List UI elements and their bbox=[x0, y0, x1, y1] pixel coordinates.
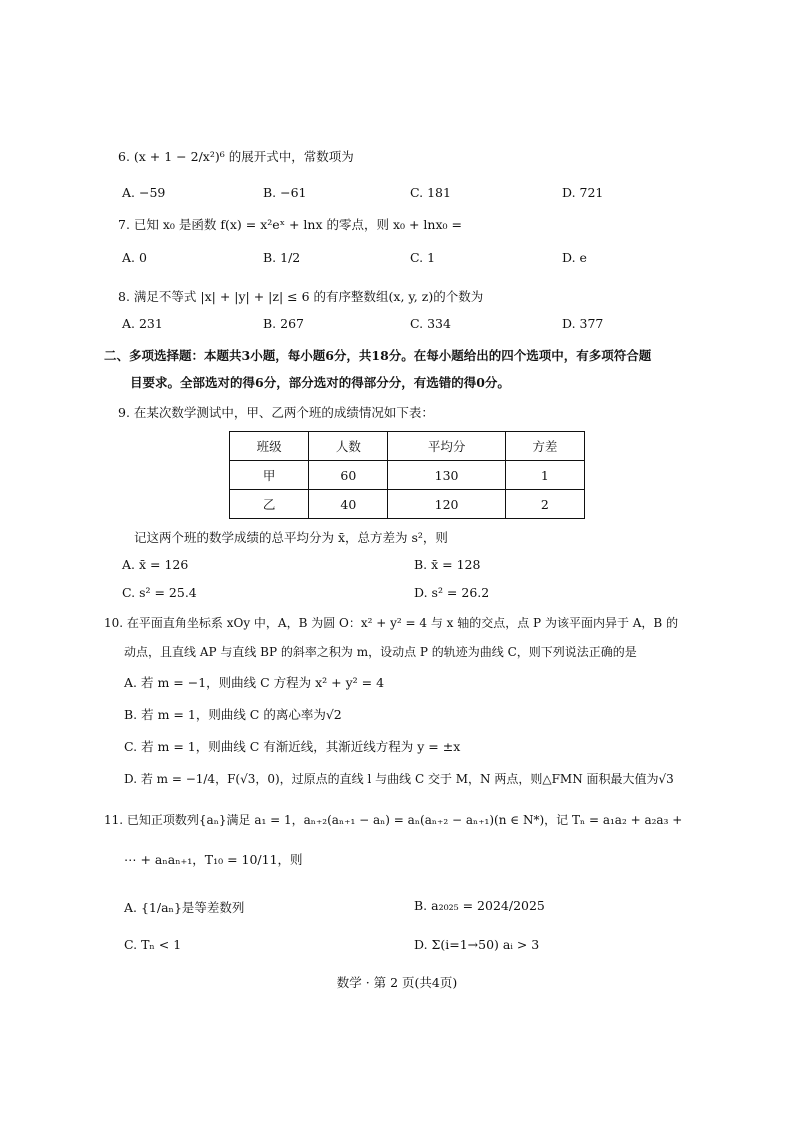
q8-stem: 8. 满足不等式 |x| + |y| + |z| ≤ 6 的有序整数组(x, y, z)的个数为 bbox=[118, 289, 484, 304]
q8-option-d: D. 377 bbox=[562, 316, 604, 331]
q11-option-b: B. a₂₀₂₅ = 2024/2025 bbox=[414, 898, 545, 913]
q6-option-b: B. −61 bbox=[263, 185, 307, 200]
q9-option-d: D. s² = 26.2 bbox=[414, 585, 490, 600]
section2-line1: 二、多项选择题：本题共3小题，每小题6分，共18分。在每小题给出的四个选项中，有多项符合题 bbox=[104, 348, 652, 363]
table-header-cell: 班级 bbox=[230, 432, 309, 461]
table-cell: 1 bbox=[505, 461, 584, 490]
q8-option-b: B. 267 bbox=[263, 316, 304, 331]
q11-stem-line2: ⋯ + aₙaₙ₊₁，T₁₀ = 10/11，则 bbox=[124, 852, 303, 867]
q11-option-a: A. {1/aₙ}是等差数列 bbox=[124, 900, 245, 915]
q10-option-a: A. 若 m = −1，则曲线 C 方程为 x² + y² = 4 bbox=[124, 675, 385, 690]
q7-option-c: C. 1 bbox=[410, 250, 436, 265]
table-cell: 120 bbox=[388, 490, 505, 519]
table-cell: 甲 bbox=[230, 461, 309, 490]
q7-stem: 7. 已知 x₀ 是函数 f(x) = x²eˣ + lnx 的零点，则 x₀ + lnx₀ = bbox=[118, 217, 462, 232]
table-cell: 2 bbox=[505, 490, 584, 519]
page-footer: 数学 · 第 2 页(共4页) bbox=[336, 975, 458, 990]
table-header-cell: 人数 bbox=[309, 432, 388, 461]
q6-option-c: C. 181 bbox=[410, 185, 451, 200]
table-header-cell: 平均分 bbox=[388, 432, 505, 461]
table-header-cell: 方差 bbox=[505, 432, 584, 461]
table-row bbox=[230, 461, 585, 490]
table-cell: 乙 bbox=[230, 490, 309, 519]
q9-option-a: A. x̄ = 126 bbox=[122, 557, 189, 572]
q10-stem-line1: 10. 在平面直角坐标系 xOy 中，A，B 为圆 O：x² + y² = 4 与 x 轴的交点，点 P 为该平面内异于 A，B 的 bbox=[104, 616, 679, 630]
q11-stem-line1: 11. 已知正项数列{aₙ}满足 a₁ = 1，aₙ₊₂(aₙ₊₁ − aₙ) = aₙ(aₙ₊₂ − aₙ₊₁)(n ∈ N*)，记 Tₙ = a₁a₂ + a₂a₃ + bbox=[104, 813, 683, 827]
q11-option-c: C. Tₙ < 1 bbox=[124, 937, 182, 952]
q9-stem: 9. 在某次数学测试中，甲、乙两个班的成绩情况如下表： bbox=[118, 405, 434, 420]
q7-option-b: B. 1/2 bbox=[263, 250, 301, 265]
q7-option-a: A. 0 bbox=[122, 250, 147, 265]
table-cell: 40 bbox=[309, 490, 388, 519]
table-cell: 130 bbox=[388, 461, 505, 490]
q8-option-c: C. 334 bbox=[410, 316, 451, 331]
q9-note: 记这两个班的数学成绩的总平均分为 x̄，总方差为 s²，则 bbox=[134, 530, 448, 545]
q11-option-d: D. Σ(i=1→50) aᵢ > 3 bbox=[414, 937, 540, 952]
q10-option-d: D. 若 m = −1/4，F(√3，0)，过原点的直线 l 与曲线 C 交于 M，N 两点，则△FMN 面积最大值为√3 bbox=[124, 772, 674, 786]
q7-option-d: D. e bbox=[562, 250, 587, 265]
q6-stem: 6. (x + 1 − 2/x²)⁶ 的展开式中，常数项为 bbox=[118, 149, 354, 164]
score-table bbox=[229, 431, 585, 519]
q10-option-c: C. 若 m = 1，则曲线 C 有渐近线，其渐近线方程为 y = ±x bbox=[124, 739, 461, 754]
section2-line2: 目要求。全部选对的得6分，部分选对的得部分分，有选错的得0分。 bbox=[130, 375, 510, 390]
q9-option-b: B. x̄ = 128 bbox=[414, 557, 481, 572]
q8-option-a: A. 231 bbox=[122, 316, 163, 331]
table-cell: 60 bbox=[309, 461, 388, 490]
q6-option-d: D. 721 bbox=[562, 185, 604, 200]
q6-option-a: A. −59 bbox=[122, 185, 166, 200]
q10-option-b: B. 若 m = 1，则曲线 C 的离心率为√2 bbox=[124, 707, 342, 722]
q9-option-c: C. s² = 25.4 bbox=[122, 585, 197, 600]
table-row bbox=[230, 490, 585, 519]
q10-stem-line2: 动点，且直线 AP 与直线 BP 的斜率之积为 m，设动点 P 的轨迹为曲线 C，则下列说法正确的是 bbox=[124, 645, 637, 659]
table-header-row bbox=[230, 432, 585, 461]
